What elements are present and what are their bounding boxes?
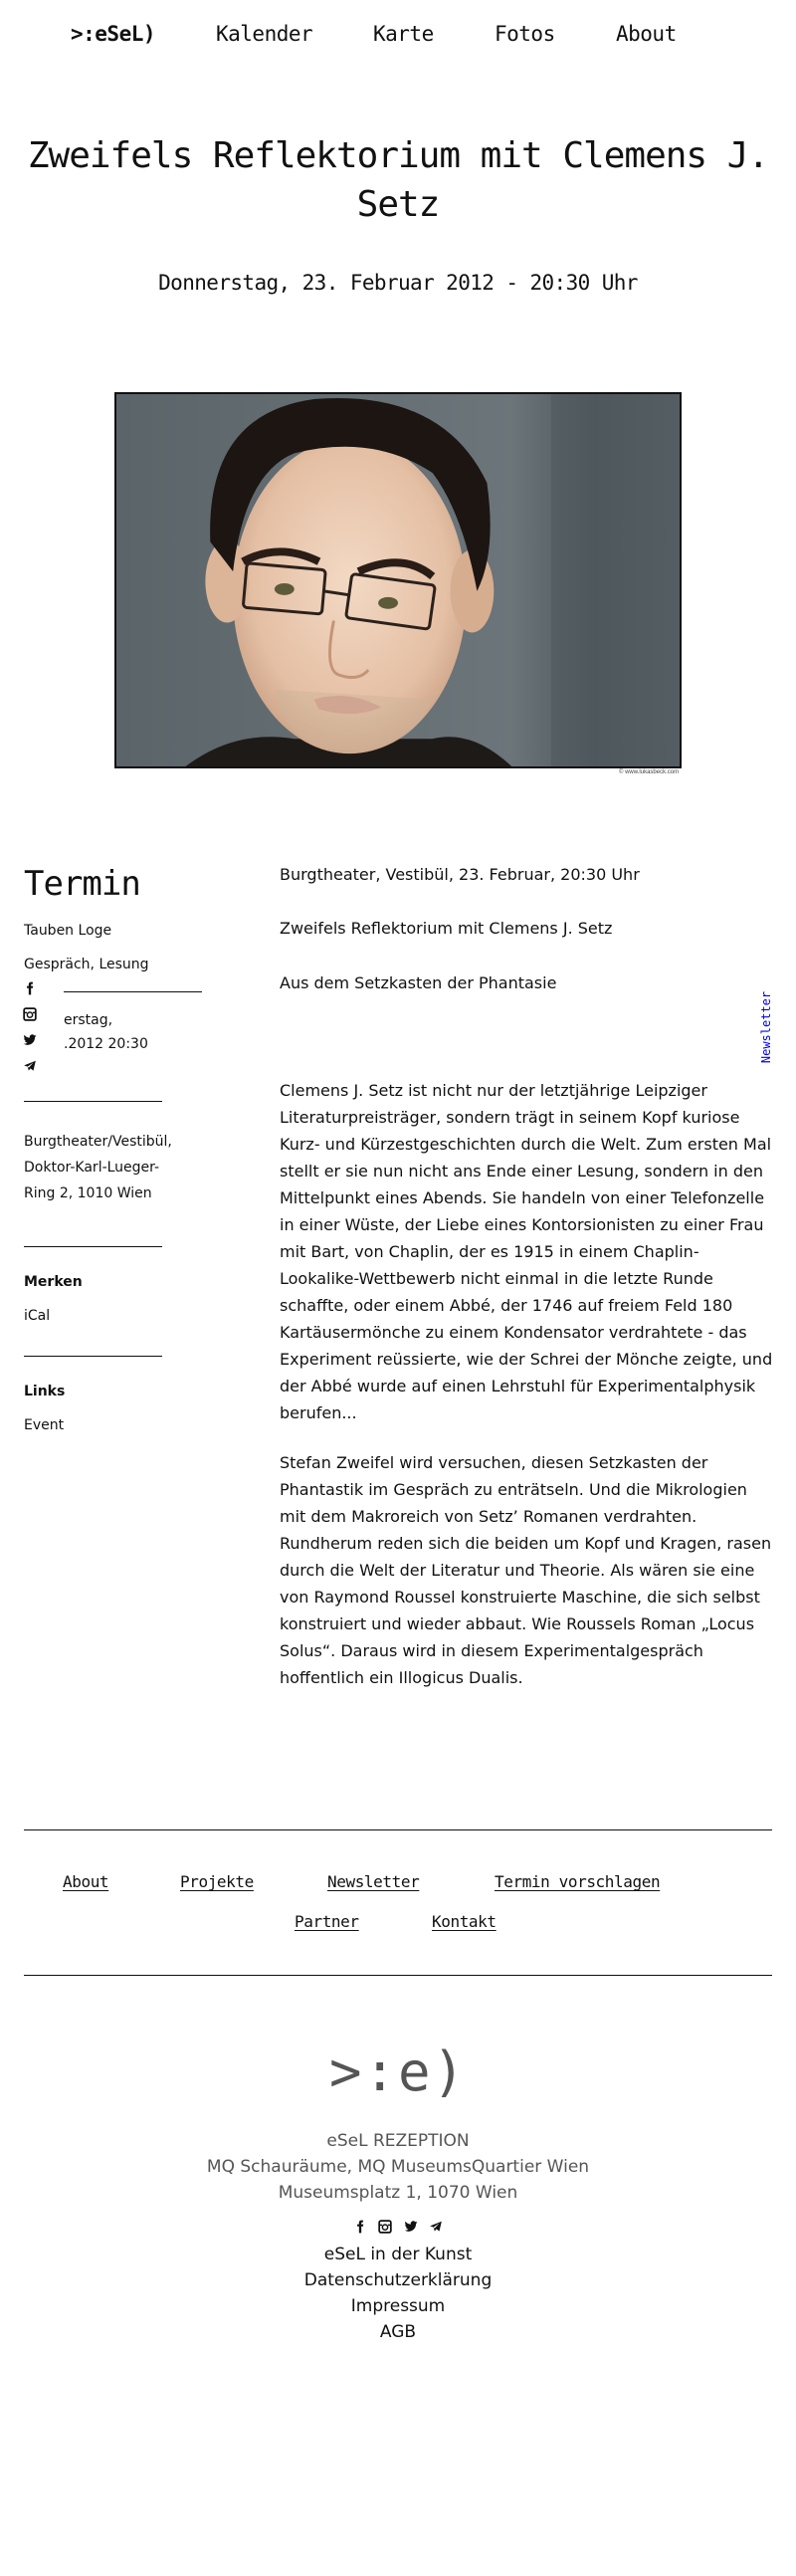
page-title: Zweifels Reflektorium mit Clemens J. Setz [27, 135, 769, 225]
event-photo [114, 392, 682, 768]
telegram-icon[interactable] [429, 2220, 443, 2234]
description-paragraph: Clemens J. Setz ist nicht nur der letztjährige Leipziger Literaturpreisträger, sondern trägt in seinem Kopf kuriose Kurz- und Kürzestgeschichten durch die Welt. Zum ersten Mal stellt er sie nun nicht ans Ende einer Lesung, sondern in den Mittelpunkt eines Abends. Sie handeln von einer Telefonzelle in einer Wüste, der Liebe eines Kontorsionisten zu einer Frau mit Bart, von Chaplin, der es 1915 in einem Chaplin-Lookalike-Wettbewerb nicht einmal in die letzte Runde schaffte, oder einem Abbé, der 1746 auf freiem Feld 180 Kartäusermönche zu einem Kondensator verdrahtete - das Experiment reüssierte, wie der Schrei der Mönche zeigte, und der Abbé wurde auf einen Lehrstuhl für Experimentalphysik berufen... [280, 1081, 773, 1422]
event-link[interactable]: Event [24, 1417, 65, 1433]
sidebar-date-line2: .2012 20:30 [64, 1036, 148, 1052]
footer-link-kontakt[interactable]: Kontakt [432, 1912, 497, 1931]
footer-social-icons [0, 2216, 796, 2235]
footer-link-esel-in-der-kunst[interactable]: eSeL in der Kunst [323, 2245, 473, 2264]
footer-divider [24, 1975, 772, 1976]
nav-kalender[interactable]: Kalender [216, 22, 313, 46]
links-heading: Links [24, 1384, 66, 1399]
newsletter-tab-label: Newsletter [759, 990, 773, 1064]
sidebar-divider [24, 1356, 162, 1357]
sidebar-title: Termin [24, 864, 140, 904]
sidebar-address: Burgtheater/Vestibül, Doktor-Karl-Lueger-Ring 2, 1010 Wien [24, 1134, 172, 1201]
facebook-icon[interactable] [22, 981, 42, 1005]
sidebar-date-line1: erstag, [64, 1012, 113, 1028]
event-subtitle: Zweifels Reflektorium mit Clemens J. Setz [280, 919, 613, 938]
instagram-icon[interactable] [22, 1007, 42, 1031]
twitter-icon[interactable] [22, 1033, 42, 1057]
event-tagline: Aus dem Setzkasten der Phantasie [280, 973, 557, 992]
newsletter-tab[interactable] [756, 989, 776, 1065]
site-logo[interactable]: >:eSeL) [71, 22, 156, 46]
footer-link-projekte[interactable]: Projekte [180, 1872, 254, 1891]
sidebar-divider [64, 991, 202, 992]
footer-link-impressum[interactable]: Impressum [350, 2296, 446, 2316]
footer-logo: >:e) [328, 2040, 468, 2103]
nav-fotos[interactable]: Fotos [495, 22, 555, 46]
nav-about[interactable]: About [616, 22, 677, 46]
nav-karte[interactable]: Karte [373, 22, 434, 46]
description-paragraph: Stefan Zweifel wird versuchen, diesen Setzkasten der Phantastik im Gespräch zu enträtseln. Und die Mikrologien mit dem Makroreich von Setz’ Romanen verdrahten. Rundherum reden sich die beiden um Kopf und Kragen, rasen durch die Welt der Literatur und Theorie. Als wären sie eine von Raymond Roussel konstruierte Maschine, die sich selbst konstruiert und wieder abbaut. Wie Roussels Roman „Locus Solus“. Daraus wird in diesem Experimentalgespräch hoffentlich ein Illogicus Dualis. [280, 1453, 772, 1687]
footer-link-agb[interactable]: AGB [379, 2322, 417, 2342]
sidebar-divider [24, 1246, 162, 1247]
event-date: Donnerstag, 23. Februar 2012 - 20:30 Uhr [158, 271, 638, 295]
footer-address-line2: Museumsplatz 1, 1070 Wien [278, 2183, 518, 2203]
footer-address-line1: MQ Schauräume, MQ MuseumsQuartier Wien [206, 2157, 590, 2177]
merken-heading: Merken [24, 1274, 83, 1290]
footer-links [0, 2242, 796, 2345]
event-summary-line: Burgtheater, Vestibül, 23. Februar, 20:30 Uhr [280, 865, 640, 884]
twitter-icon[interactable] [404, 2220, 418, 2234]
ical-link[interactable]: iCal [24, 1308, 51, 1324]
location-name: Tauben Loge [24, 923, 112, 939]
facebook-icon[interactable] [353, 2220, 367, 2234]
instagram-icon[interactable] [378, 2220, 392, 2234]
event-categories: Gespräch, Lesung [24, 957, 149, 972]
telegram-icon[interactable] [22, 1059, 42, 1083]
footer-link-partner[interactable]: Partner [295, 1912, 359, 1931]
sidebar-divider [24, 1101, 162, 1102]
footer-link-termin-vorschlagen[interactable]: Termin vorschlagen [495, 1872, 661, 1891]
top-navigation [0, 22, 796, 52]
footer-link-datenschutz[interactable]: Datenschutzerklärung [303, 2270, 493, 2290]
footer-link-about[interactable]: About [63, 1872, 109, 1891]
footer-link-newsletter[interactable]: Newsletter [327, 1872, 420, 1891]
floating-social-bar [22, 979, 42, 1083]
footer-org-name: eSeL REZEPTION [326, 2131, 470, 2151]
portrait-illustration [116, 394, 680, 766]
footer-address [0, 2128, 796, 2206]
footer-divider [24, 1829, 772, 1830]
photo-credit: © www.lukasbeck.com [619, 769, 680, 775]
